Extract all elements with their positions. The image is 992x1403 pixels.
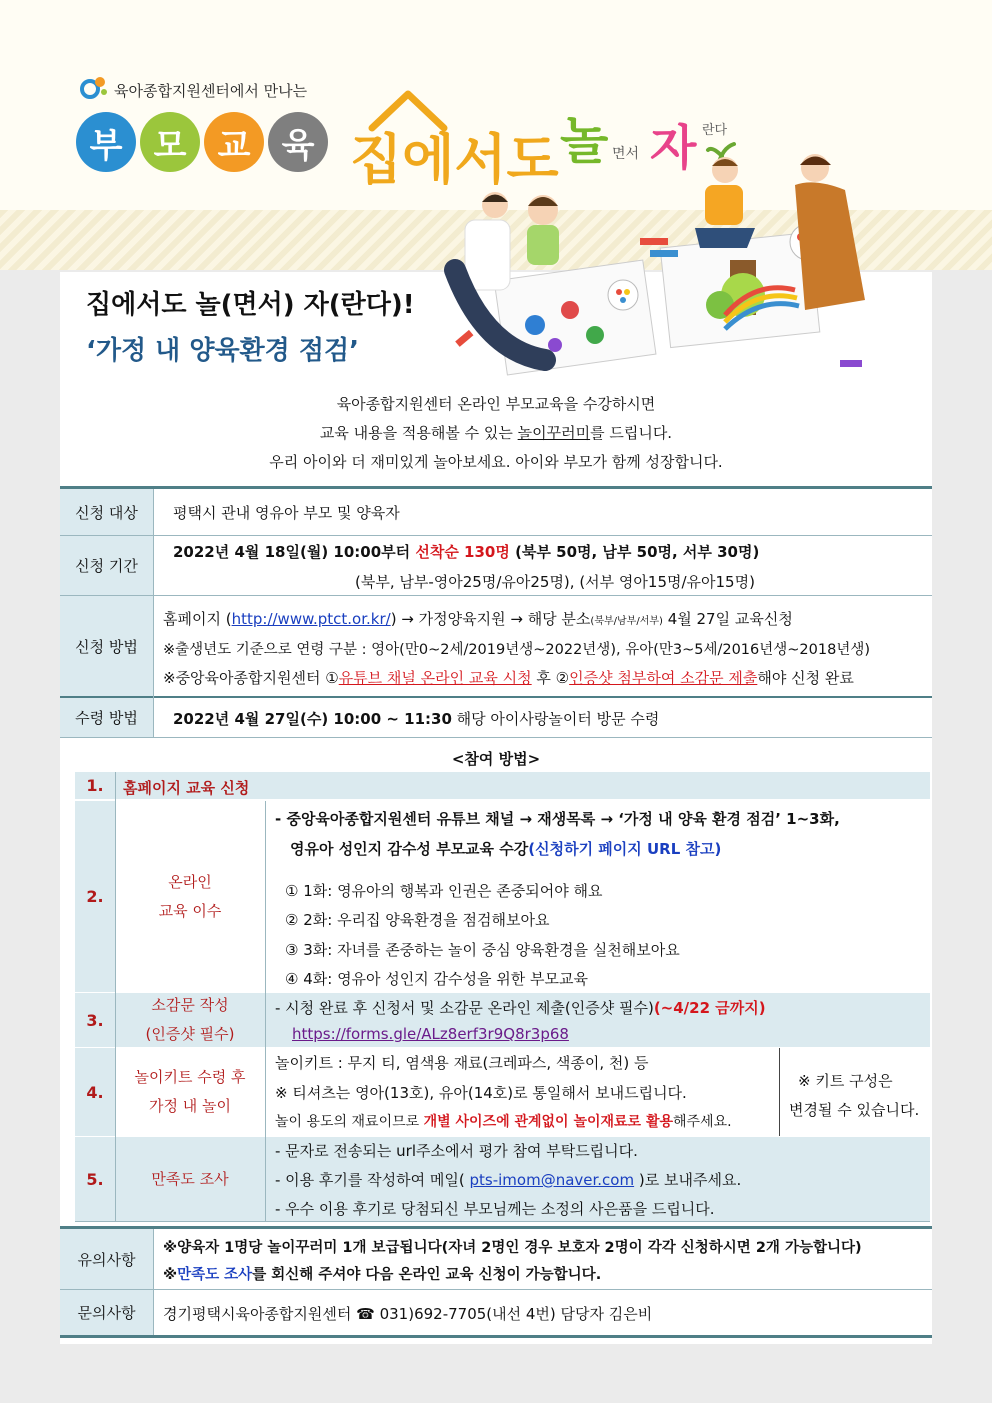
step2-number: 2. [86,887,104,906]
step4-note-divider [779,1048,780,1136]
intro-line-2-post: 를 드립니다. [590,424,673,442]
step4-label-line-2: 가정 내 놀이 [149,1097,231,1115]
row-divider [60,1289,932,1290]
title-circle-gyo: 교 [204,112,264,172]
label-target: 신청 대상 [60,489,153,535]
step2-item-3: ③ 3화: 자녀를 존중하는 놀이 중심 양육환경을 실천해보아요 [285,941,680,959]
step2-item-1: ① 1화: 영유아의 행복과 인권은 존중되어야 해요 [285,882,603,900]
receive-datetime: 2022년 4월 27일(수) 10:00 ~ 11:30 [173,710,452,728]
label-period: 신청 기간 [60,536,153,595]
step2-line-2 [290,838,721,859]
slogan-part-1: 집에서도 [350,128,559,191]
intro-play-kit: 놀이꾸러미 [517,424,591,442]
step3-label-line-1: 소감문 작성 [151,996,229,1014]
step5-mail-pre: - 이용 후기를 작성하여 메일( [275,1171,470,1189]
step4-number: 4. [86,1082,104,1102]
header-tagline: 육아종합지원센터에서 만나는 [114,82,308,100]
notes-line-2-post: 를 회신해 주셔야 다음 온라인 교육 신청이 가능합니다. [252,1267,602,1283]
step2-url-note: (신청하기 페이지 URL 참고) [528,840,722,858]
slogan-part-3: 면서 [612,146,640,162]
step3-line-1 [275,997,766,1018]
label-receive: 수령 방법 [60,698,153,737]
step1-number: 1. [86,776,104,795]
method-step2-prefix: 후 ② [531,669,570,687]
step4-line-1: 놀이키트 : 무지 티, 염색용 재료(크레파스, 색종이, 천) 등 [275,1054,649,1072]
value-method-line-1 [163,608,793,629]
step5-mail-post: )로 보내주세요. [634,1171,742,1189]
notes-line-1: ※양육자 1명당 놀이꾸러미 1개 보급됩니다(자녀 2명인 경우 보호자 2명이 각각 신청하시면 2개 가능합니다) [163,1240,862,1256]
steps-title: <참여 방법> [451,750,541,768]
step4-line-2: ※ 티셔츠는 영아(13호), 유아(14호)로 통일해서 보내드립니다. [275,1084,687,1102]
step4-kit-note-2: 변경될 수 있습니다. [789,1101,920,1119]
step2-item-4: ④ 4화: 영유아 성인지 감수성을 위한 부모교육 [285,970,588,988]
method-date: 4월 27일 교육신청 [662,610,793,628]
center-logo-icon [80,72,110,102]
step2-course: 영유아 성인지 감수성 부모교육 수강 [290,840,529,858]
method-homepage-label: 홈페이지 ( [163,610,232,628]
notes-line-2-mark: ※ [163,1267,178,1283]
value-receive [173,708,659,729]
intro-line-1: 육아종합지원센터 온라인 부모교육을 수강하시면 [336,395,656,413]
title-circle-bu: 부 [76,112,136,172]
step1-label: 홈페이지 교육 신청 [123,779,250,797]
step2-label-line-1: 온라인 [168,872,212,891]
label-contact: 문의사항 [60,1290,153,1335]
step4-line-3 [275,1111,732,1131]
receive-place: 해당 아이사랑놀이터 방문 수령 [451,710,660,728]
row-divider [60,535,932,536]
step4-label [115,1048,265,1136]
info-table-bottom-border [60,737,932,738]
value-method-line-2: ※출생년도 기준으로 연령 구분 : 영아(만0~2세/2019년생~2022년생), 유아(만3~5세/2016년생~2018년생) [163,642,870,658]
value-method-line-3 [163,667,854,688]
method-step1: 유튜브 채널 온라인 교육 시청 [338,669,532,687]
step3-label [115,993,265,1047]
step4-label-line-1: 놀이키트 수령 후 [134,1068,246,1086]
step3-deadline: (~4/22 금까지) [653,999,766,1017]
notes-line-2 [163,1263,601,1284]
intro-line-3: 우리 아이와 더 재미있게 놀아보세요. 아이와 부모가 함께 성장합니다. [269,453,723,471]
step3-form-link[interactable]: https://forms.gle/ALz8erf3r9Q8r3p68 [292,1025,569,1043]
method-step2: 인증샷 첨부하여 소감문 제출 [569,669,758,687]
step2-label-line-2: 교육 이수 [158,901,222,920]
contact-value: 경기평택시육아종합지원센터 ☎ 031)692-7705(내선 4번) 담당자 김은비 [163,1305,653,1323]
main-title: 집에서도 놀(면서) 자(란다)! [86,290,415,320]
title-circle-yuk: 육 [268,112,328,172]
step3-label-line-2: (인증샷 필수) [145,1025,235,1043]
homepage-link[interactable]: http://www.ptct.or.kr/ [231,610,391,628]
step5-email-link[interactable]: pts-imom@naver.com [469,1171,635,1189]
method-step1-prefix: ※중앙육아종합지원센터 ① [163,669,339,687]
intro-text [60,390,932,477]
value-period-line-1 [173,541,759,562]
label-column-divider [153,489,154,737]
notes-top-border [60,1226,932,1229]
step4-note-highlight: 개별 사이즈에 관계없이 놀이재료로 활용 [423,1114,673,1130]
step5-label: 만족도 조사 [151,1169,229,1188]
value-period-line-2: (북부, 남부-영아25명/유아25명), (서부 영아15명/유아15명) [355,573,755,591]
main-subtitle: ‘가정 내 양육환경 점검’ [86,336,359,366]
intro-line-2-pre: 교육 내용을 적용해볼 수 있는 [319,424,518,442]
steps-bottom-border [75,1221,930,1222]
row-divider [60,595,932,596]
step4-note-post: 해주세요. [673,1114,732,1130]
step5-line-3: - 우수 이용 후기로 당첨되신 부모님께는 소정의 사은품을 드립니다. [275,1200,715,1218]
title-circle-mo: 모 [140,112,200,172]
step4-kit-note-1: ※ 키트 구성은 [798,1072,893,1090]
step4-note-pre: 놀이 용도의 재료이므로 [275,1114,424,1130]
period-quota: (북부 50명, 남부 50명, 서부 30명) [509,543,760,561]
notes-label-divider [153,1229,154,1335]
steps-label-divider [265,801,266,1221]
slogan-part-2: 놀 [560,112,609,170]
step2-line-1: - 중앙육아종합지원센터 유튜브 채널 → 재생목록 → ‘가정 내 양육 환경 점검’ 1~3화, [275,810,840,828]
slogan-part-4: 자 [650,120,697,176]
step2-item-2: ② 2화: 우리집 양육환경을 점검해보아요 [285,911,550,929]
label-notes: 유의사항 [60,1229,153,1289]
notes-bottom-border [60,1335,932,1338]
step5-line-1: - 문자로 전송되는 url주소에서 평가 참여 부탁드립니다. [275,1142,638,1160]
step3-instruction: - 시청 완료 후 신청서 및 소감문 온라인 제출(인증샷 필수) [275,999,654,1017]
step3-number: 3. [86,1010,104,1030]
step5-line-2 [275,1169,741,1190]
notes-survey: 만족도 조사 [177,1267,253,1283]
method-suffix: 해야 신청 완료 [757,669,854,687]
row-divider-thick [60,696,932,698]
info-table-top-border [60,486,932,489]
period-date: 2022년 4월 18일(월) 10:00부터 [173,543,416,561]
label-method: 신청 방법 [60,596,153,696]
method-path: ) → 가정양육지원 → 해당 분소 [390,610,591,628]
value-target: 평택시 관내 영유아 부모 및 양육자 [173,504,400,522]
intro-line-2 [60,419,932,448]
step2-label [115,801,265,992]
period-first-come: 선착순 130명 [415,543,510,561]
steps-number-divider [115,772,116,1221]
step5-number: 5. [86,1169,104,1189]
method-branches: (북부/남부/서부) [590,616,663,627]
family-painting-illustration [395,150,895,385]
slogan-part-5: 란다 [702,123,728,138]
